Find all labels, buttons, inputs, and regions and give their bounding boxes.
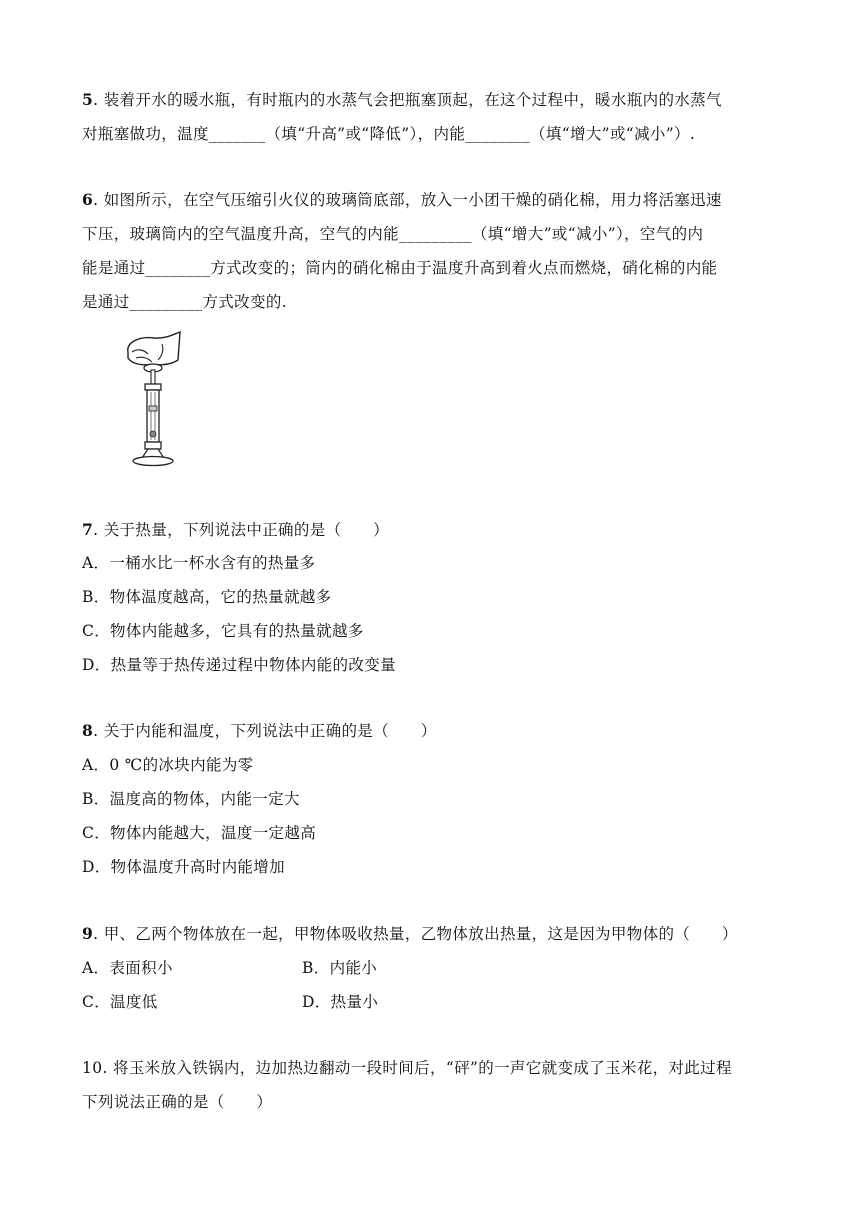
q10-line-1: 10. 将玉米放入铁锅内，边加热边翻动一段时间后，“砰”的一声它就变成了玉米花，对此过程 <box>82 1059 732 1077</box>
fire-syringe-figure <box>118 330 190 470</box>
q9-option-a: A．表面积小 <box>82 959 173 977</box>
q8-stem-text: . 关于内能和温度，下列说法中正确的是（ ） <box>93 722 437 740</box>
q7-option-d: D．热量等于热传递过程中物体内能的改变量 <box>82 656 396 674</box>
q9-option-d: D．热量小 <box>302 993 379 1011</box>
q7-option-b: B．物体温度越高，它的热量就越多 <box>82 588 332 606</box>
q6-text-1: . 如图所示，在空气压缩引火仪的玻璃筒底部，放入一小团干燥的硝化棉，用力将活塞迅速 <box>93 191 722 209</box>
q6-line-1 <box>82 190 780 210</box>
q8-option-c: C．物体内能越大，温度一定越高 <box>82 824 317 842</box>
q9-stem-text: . 甲、乙两个物体放在一起，甲物体吸收热量，乙物体放出热量，这是因为甲物体的（ ） <box>93 925 738 943</box>
q8-stem <box>82 721 780 741</box>
q8-option-d: D．物体温度升高时内能增加 <box>82 858 285 876</box>
q6-line-4: 是通过_________方式改变的. <box>82 293 287 311</box>
q5-line-1 <box>82 90 780 110</box>
q5-line-2: 对瓶塞做功，温度_______（填“升高”或“降低”），内能________（填“增大”或“减小”）. <box>82 125 696 143</box>
q6-number: 6 <box>82 190 94 209</box>
q7-stem <box>82 520 780 540</box>
q8-option-b: B．温度高的物体，内能一定大 <box>82 790 300 808</box>
q7-option-c: C．物体内能越多，它具有的热量就越多 <box>82 622 364 640</box>
q10-line-2: 下列说法正确的是（ ） <box>82 1093 273 1111</box>
q9-option-b: B．内能小 <box>302 959 378 977</box>
q9-stem <box>82 924 780 944</box>
q6-line-2: 下压，玻璃筒内的空气温度升高，空气的内能_________（填“增大”或“减小”），空气的内 <box>82 225 704 243</box>
q7-option-a: A．一桶水比一杯水含有的热量多 <box>82 554 316 572</box>
q5-text-1: . 装着开水的暖水瓶，有时瓶内的水蒸气会把瓶塞顶起，在这个过程中，暖水瓶内的水蒸气 <box>93 91 722 109</box>
q7-stem-text: . 关于热量，下列说法中正确的是（ ） <box>93 521 389 539</box>
q9-number: 9 <box>82 924 94 943</box>
q5-number: 5 <box>82 90 94 109</box>
q8-number: 8 <box>82 721 94 740</box>
q8-option-a: A．0 ℃的冰块内能为零 <box>82 756 254 774</box>
q9-option-c: C．温度低 <box>82 993 158 1011</box>
q6-line-3: 能是通过________方式改变的；筒内的硝化棉由于温度升高到着火点而燃烧，硝化棉的内能 <box>82 259 718 277</box>
q7-number: 7 <box>82 520 94 539</box>
